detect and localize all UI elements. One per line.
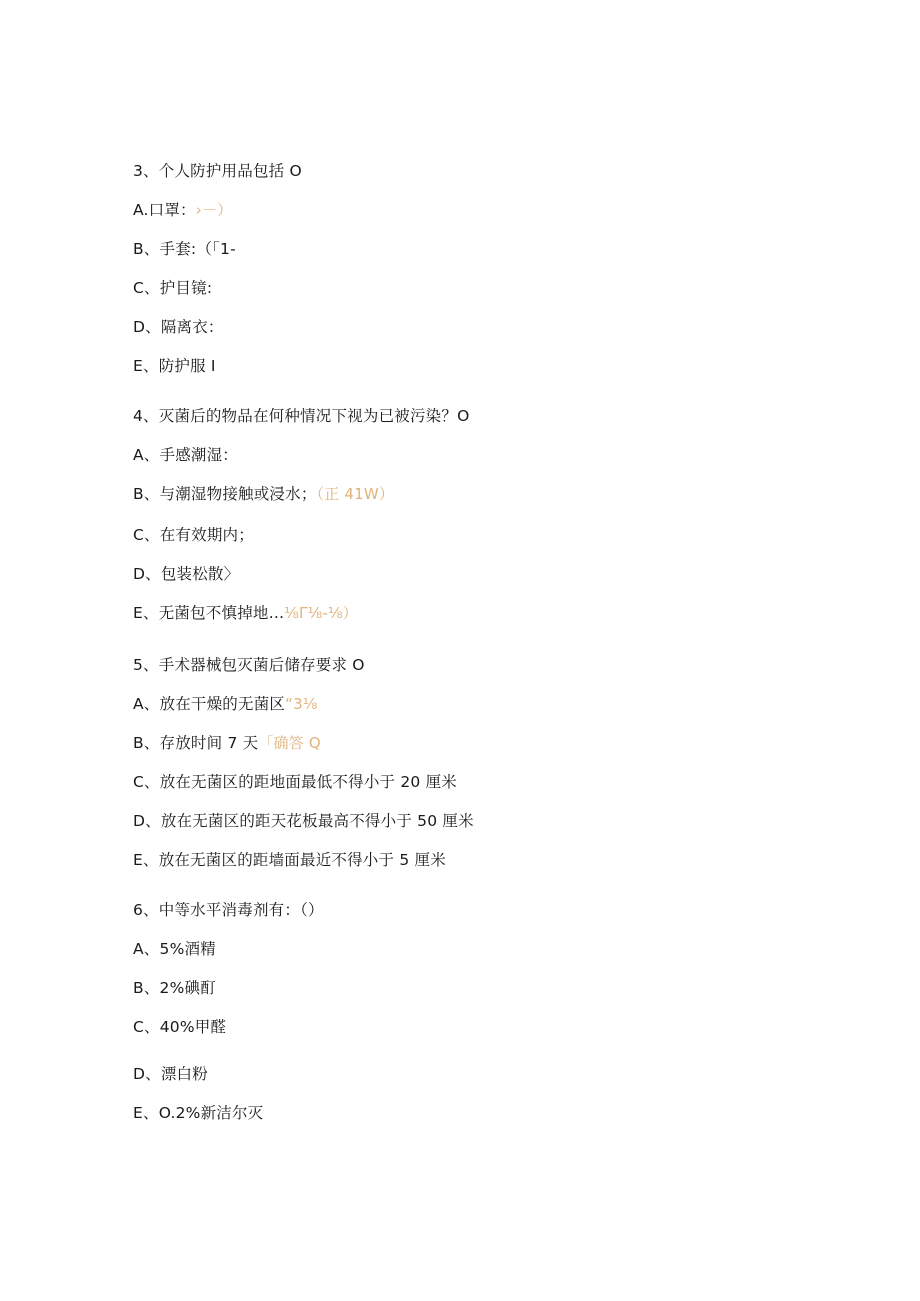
question-4-option-b xyxy=(133,484,394,504)
option-text: C、放在无菌区的距地面最低不得小于 20 厘米 xyxy=(133,773,458,791)
question-6-option-e xyxy=(133,1103,263,1123)
question-3-option-b xyxy=(133,239,236,259)
option-text: A、放在干燥的无菌区 xyxy=(133,695,286,713)
question-4-option-e xyxy=(133,603,358,623)
question-3-stem: 3、个人防护用品包括 O xyxy=(133,162,302,180)
question-3-option-d xyxy=(133,317,224,337)
question-5-option-a xyxy=(133,694,318,714)
question-5-option-b xyxy=(133,733,321,753)
option-annotation: （正 41W） xyxy=(316,485,395,503)
question-5-option-d xyxy=(133,811,474,831)
option-text: D、放在无菌区的距天花板最高不得小于 50 厘米 xyxy=(133,812,474,830)
option-text: B、与潮湿物接触或浸水； xyxy=(133,485,317,503)
question-6-option-a xyxy=(133,939,216,959)
option-text: B、手套:（「1- xyxy=(133,240,236,258)
option-text: E、防护服 I xyxy=(133,357,216,375)
option-text: C、护目镜: xyxy=(133,279,213,297)
question-4-stem: 4、灭菌后的物品在何种情况下视为已被污染？O xyxy=(133,407,470,425)
option-text: B、存放时间 7 天 xyxy=(133,734,259,752)
option-annotation: ⅛Γ⅛-⅛） xyxy=(284,604,358,622)
option-text: A、5%酒精 xyxy=(133,940,216,958)
question-6-stem: 6、中等水平消毒剂有：（） xyxy=(133,901,324,919)
question-3-option-e xyxy=(133,356,216,376)
option-text: B、2%碘酊 xyxy=(133,979,216,997)
question-3-option-a xyxy=(133,200,232,220)
option-text: D、包装松散〉 xyxy=(133,565,240,583)
question-4-option-c xyxy=(133,525,254,545)
question-4-option-d xyxy=(133,564,239,584)
question-5-option-c xyxy=(133,772,457,792)
option-text: E、无菌包不慎掉地… xyxy=(133,604,285,622)
question-6-option-b xyxy=(133,978,216,998)
option-text: E、放在无菌区的距墙面最近不得小于 5 厘米 xyxy=(133,851,446,869)
question-6-option-c xyxy=(133,1017,226,1037)
option-text: A、手感潮湿： xyxy=(133,446,239,464)
option-text: D、隔离衣： xyxy=(133,318,224,336)
option-text: C、40%甲醛 xyxy=(133,1018,227,1036)
option-annotation: “3⅛ xyxy=(285,695,318,713)
question-6-option-d xyxy=(133,1064,208,1084)
option-annotation: ›－） xyxy=(195,201,233,219)
question-5-stem: 5、手术器械包灭菌后储存要求 O xyxy=(133,656,365,674)
option-text: E、O.2%新洁尔灭 xyxy=(133,1104,264,1122)
question-4-option-a xyxy=(133,445,238,465)
option-text: A.口罩： xyxy=(133,201,196,219)
question-3-option-c xyxy=(133,278,212,298)
question-5-option-e xyxy=(133,850,446,870)
option-text: C、在有效期内； xyxy=(133,526,254,544)
option-text: D、漂白粉 xyxy=(133,1065,208,1083)
option-annotation: 「确答 Q xyxy=(258,734,321,752)
